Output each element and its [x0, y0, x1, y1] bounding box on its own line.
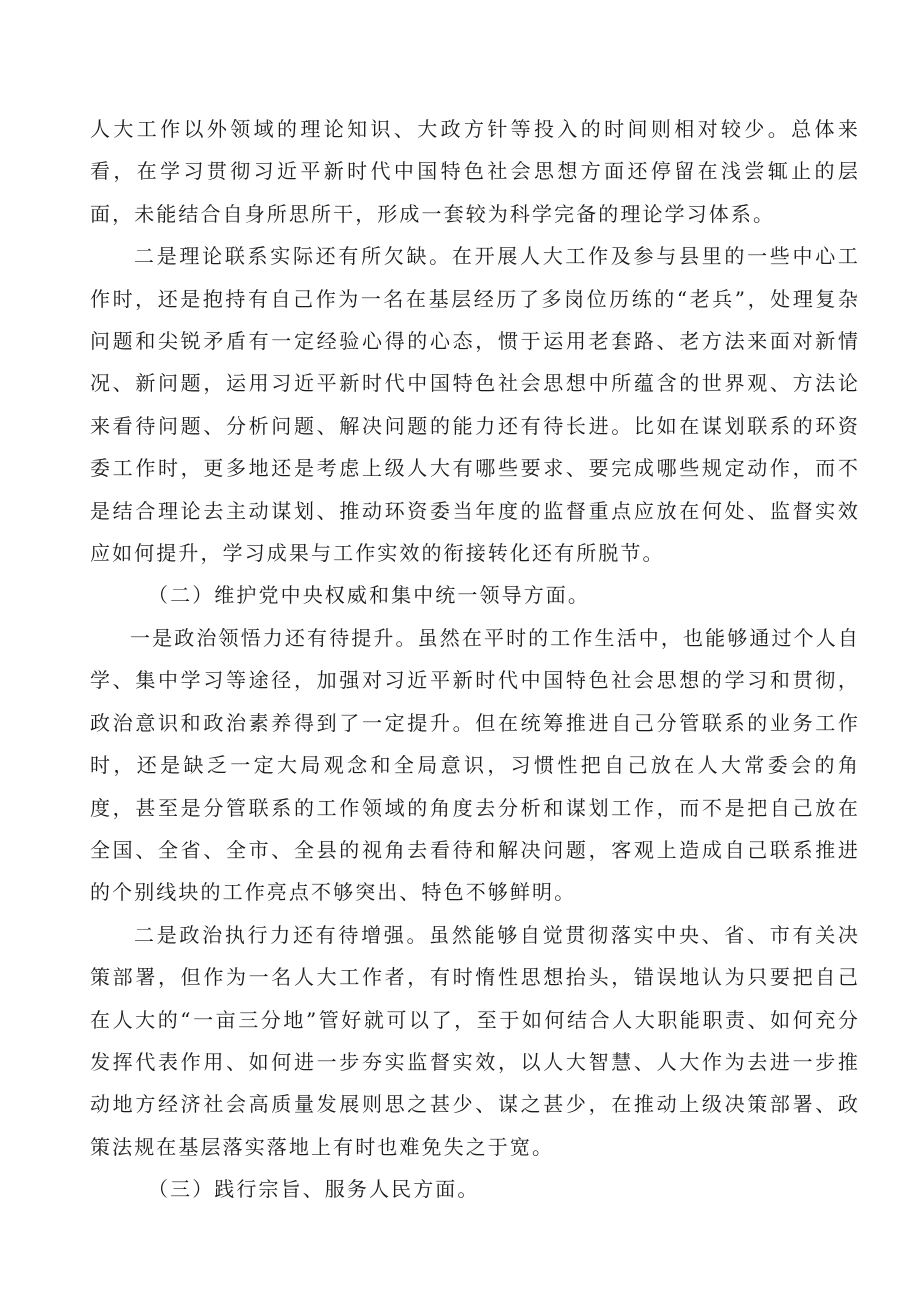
- paragraph-political-understanding: 一是政治领悟力还有待提升。虽然在平时的工作生活中，也能够通过个人自学、集中学习等途径，加强对习近平新时代中国特色社会思想的学习和贯彻，政治意识和政治素养得到了一定提升。但在统筹推进自己分管联系的业务工作时，还是缺乏一定大局观念和全局意识，习惯性把自己放在人大常委会的角度，甚至是分管联系的工作领域的角度去分析和谋划工作，而不是把自己放在全国、全省、全市、全县的视角去看待和解决问题，客观上造成自己联系推进的个别线块的工作亮点不够突出、特色不够鲜明。: [90, 625, 860, 905]
- document-body: [90, 108, 860, 1211]
- section-heading-2: （二）维护党中央权威和集中统一领导方面。: [148, 583, 590, 608]
- paragraph-theory-practice: 二是理论联系实际还有所欠缺。在开展人大工作及参与县里的一些中心工作时，还是抱持有自己作为一名在基层经历了多岗位历练的“老兵”，处理复杂问题和尖锐矛盾有一定经验心得的心态，惯于运用老套路、老方法来面对新情况、新问题，运用习近平新时代中国特色社会思想中所蕴含的世界观、方法论来看待问题、分析问题、解决问题的能力还有待长进。比如在谋划联系的环资委工作时，更多地还是考虑上级人大有哪些要求、要完成哪些规定动作，而不是结合理论去主动谋划、推动环资委当年度的监督重点应放在何处、监督实效应如何提升，学习成果与工作实效的衔接转化还有所脱节。: [90, 244, 860, 566]
- section-heading-3: （三）践行宗旨、服务人民方面。: [148, 1177, 480, 1202]
- paragraph-political-execution: 二是政治执行力还有待增强。虽然能够自觉贯彻落实中央、省、市有关决策部署，但作为一名人大工作者，有时惰性思想抬头，错误地认为只要把自己在人大的“一亩三分地”管好就可以了，至于如何结合人大职能职责、如何充分发挥代表作用、如何进一步夯实监督实效，以人大智慧、人大作为去进一步推动地方经济社会高质量发展则思之甚少、谋之甚少，在推动上级决策部署、政策法规在基层落实落地上有时也难免失之于宽。: [90, 922, 860, 1159]
- paragraph-continuation: 人大工作以外领域的理论知识、大政方针等投入的时间则相对较少。总体来看，在学习贯彻习近平新时代中国特色社会思想方面还停留在浅尝辄止的层面，未能结合自身所思所干，形成一套较为科学完备的理论学习体系。: [90, 117, 860, 226]
